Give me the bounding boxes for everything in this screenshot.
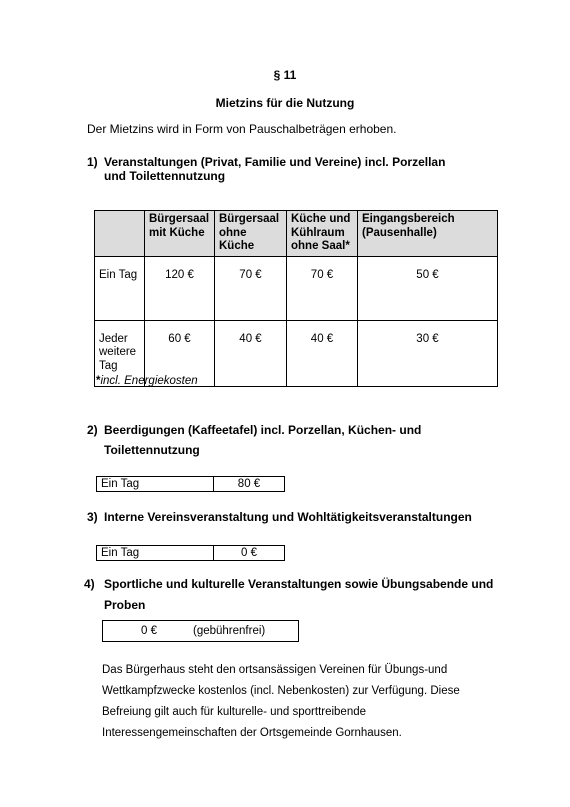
table-cell: 50 €: [358, 256, 498, 320]
item2-fee-box: [96, 476, 285, 492]
item2-heading-line1: Beerdigungen (Kaffeetafel) incl. Porzellan, Küchen- und: [104, 423, 422, 437]
item3-heading: Interne Vereinsveranstaltung und Wohltätigkeitsveranstaltungen: [104, 510, 472, 524]
table-cell: 70 €: [287, 256, 358, 320]
table-cell: 120 €: [145, 256, 215, 320]
item2-number: 2): [87, 423, 98, 437]
row-label: Ein Tag: [95, 256, 145, 320]
item3-number: 3): [87, 510, 98, 524]
item2-fee-value: 80 €: [237, 478, 261, 490]
table-cell: 30 €: [358, 320, 498, 386]
item1-heading-line1: Veranstaltungen (Privat, Familie und Vereine) incl. Porzellan: [104, 155, 446, 169]
item3-fee-box: [96, 545, 285, 561]
paragraph-line: Das Bürgerhaus steht den ortsansässigen Vereinen für Übungs-und: [102, 664, 448, 676]
footnote-star: *: [96, 375, 101, 387]
table-header-cell: Küche und Kühlraum ohne Saal*: [287, 211, 358, 257]
table-cell: 60 €: [145, 320, 215, 386]
table-cell: 40 €: [287, 320, 358, 386]
item3-fee-value: 0 €: [241, 547, 257, 559]
item4-heading-line2: Proben: [104, 598, 146, 612]
table-header-cell: Bürgersaal ohne Küche: [215, 211, 287, 257]
item2-heading-line2: Toilettennutzung: [104, 443, 200, 457]
item4-number: 4): [84, 577, 95, 591]
table-header-cell: [95, 211, 145, 257]
table-header-cell: Bürgersaal mit Küche: [145, 211, 215, 257]
paragraph-line: Wettkampfzwecke kostenlos (incl. Nebenkosten) zur Verfügung. Diese: [102, 685, 460, 697]
table-cell: 70 €: [215, 256, 287, 320]
table-cell: 40 €: [215, 320, 287, 386]
table-header-cell: Eingangsbereich (Pausenhalle): [358, 211, 498, 257]
footnote-text: incl. Energiekosten: [100, 375, 198, 387]
table-row: [95, 256, 498, 320]
item3-day-label: Ein Tag: [97, 546, 214, 560]
paragraph-line: Interessengemeinschaften der Ortsgemeinde Gornhausen.: [102, 727, 402, 739]
paragraph-line: Befreiung gilt auch für kulturelle- und sporttreibende: [102, 706, 367, 718]
intro-text: Der Mietzins wird in Form von Pauschalbeträgen erhoben.: [87, 122, 397, 136]
table-header-row: [95, 211, 498, 257]
item1-heading-line2: und Toilettennutzung: [104, 169, 226, 183]
item4-fee-note: (gebührenfrei): [193, 625, 266, 637]
item4-fee-box: [102, 620, 299, 642]
item4-fee-value: 0 €: [141, 625, 157, 637]
section-title: Mietzins für die Nutzung: [215, 96, 355, 110]
item2-day-label: Ein Tag: [97, 477, 214, 491]
item4-heading-line1: Sportliche und kulturelle Veranstaltungen sowie Übungsabende und: [104, 577, 494, 591]
item1-number: 1): [87, 155, 98, 169]
footnote: [96, 374, 198, 388]
section-number: § 11: [273, 68, 297, 82]
row-label: Jeder weitere Tag: [95, 320, 145, 386]
fee-table: [94, 210, 498, 387]
